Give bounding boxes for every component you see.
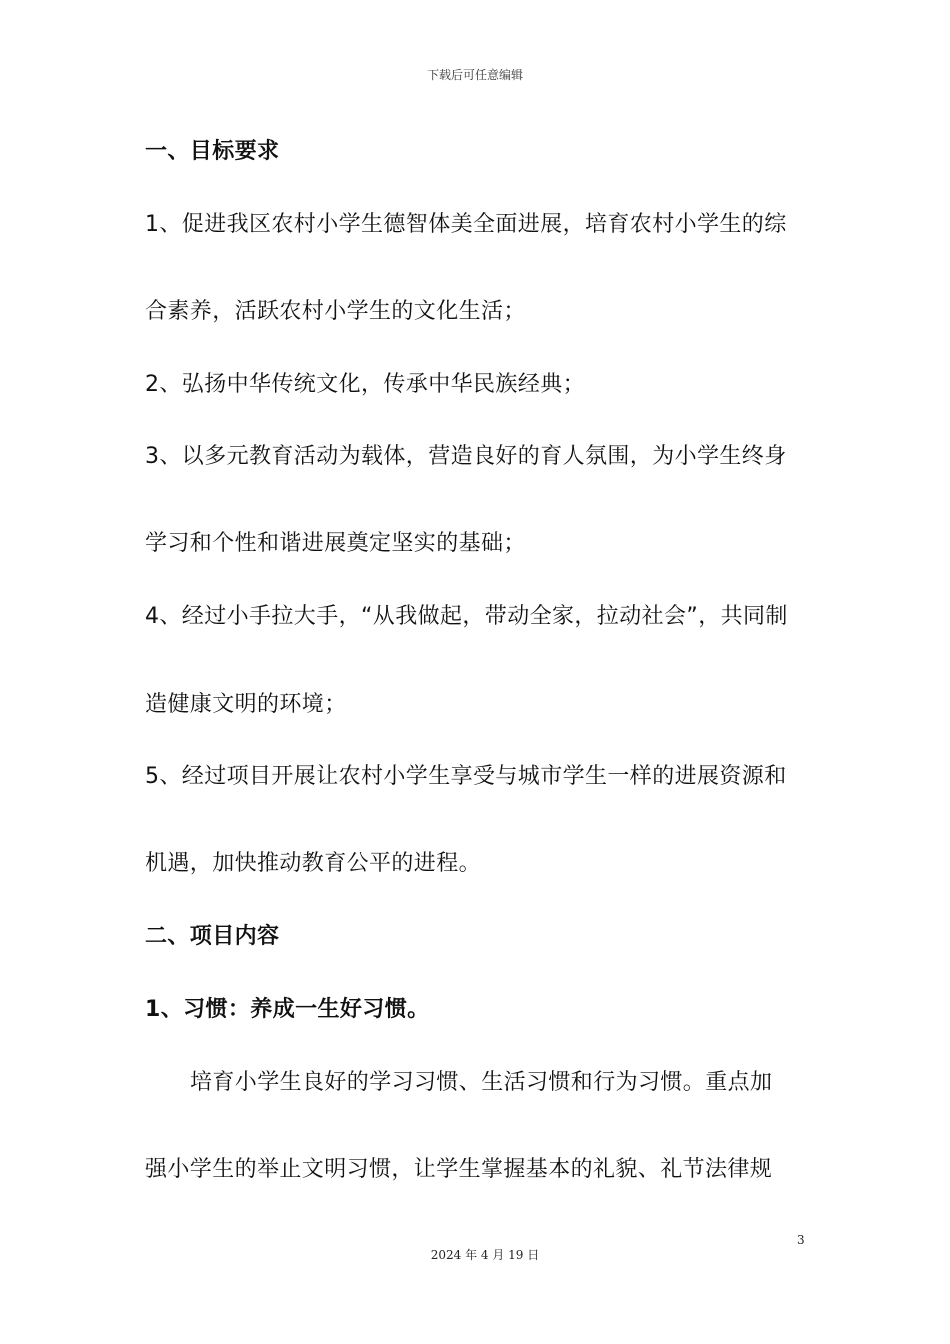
body-line: 3、以多元教育活动为载体，营造良好的育人氛围，为小学生终身 [145,444,787,469]
body-line: 强小学生的举止文明习惯，让学生掌握基本的礼貌、礼节法律规 [145,1157,773,1182]
body-line: 培育小学生良好的学习习惯、生活习惯和行为习惯。重点加 [190,1070,773,1095]
body-line: 2、弘扬中华传统文化，传承中华民族经典； [145,372,585,397]
subsection-heading-habits: 1、习惯：养成一生好习惯。 [145,997,430,1022]
footer-date: 2024 年 4 月 19 日 [430,1248,540,1262]
section-heading-content: 二、项目内容 [145,924,280,949]
section-heading-goals: 一、目标要求 [145,139,280,164]
body-line: 造健康文明的环境； [145,692,347,717]
body-line: 学习和个性和谐进展奠定坚实的基础； [145,531,526,556]
header-note: 下载后可任意编辑 [426,68,523,82]
body-line: 5、经过项目开展让农村小学生享受与城市学生一样的进展资源和 [145,764,787,789]
body-line: 机遇，加快推动教育公平的进程。 [145,851,482,876]
body-line: 合素养，活跃农村小学生的文化生活； [145,299,526,324]
body-line: 1、促进我区农村小学生德智体美全面进展，培育农村小学生的综 [145,212,787,237]
page-number: 3 [797,1233,805,1247]
body-line: 4、经过小手拉大手，“从我做起，带动全家，拉动社会”，共同制 [145,604,788,629]
